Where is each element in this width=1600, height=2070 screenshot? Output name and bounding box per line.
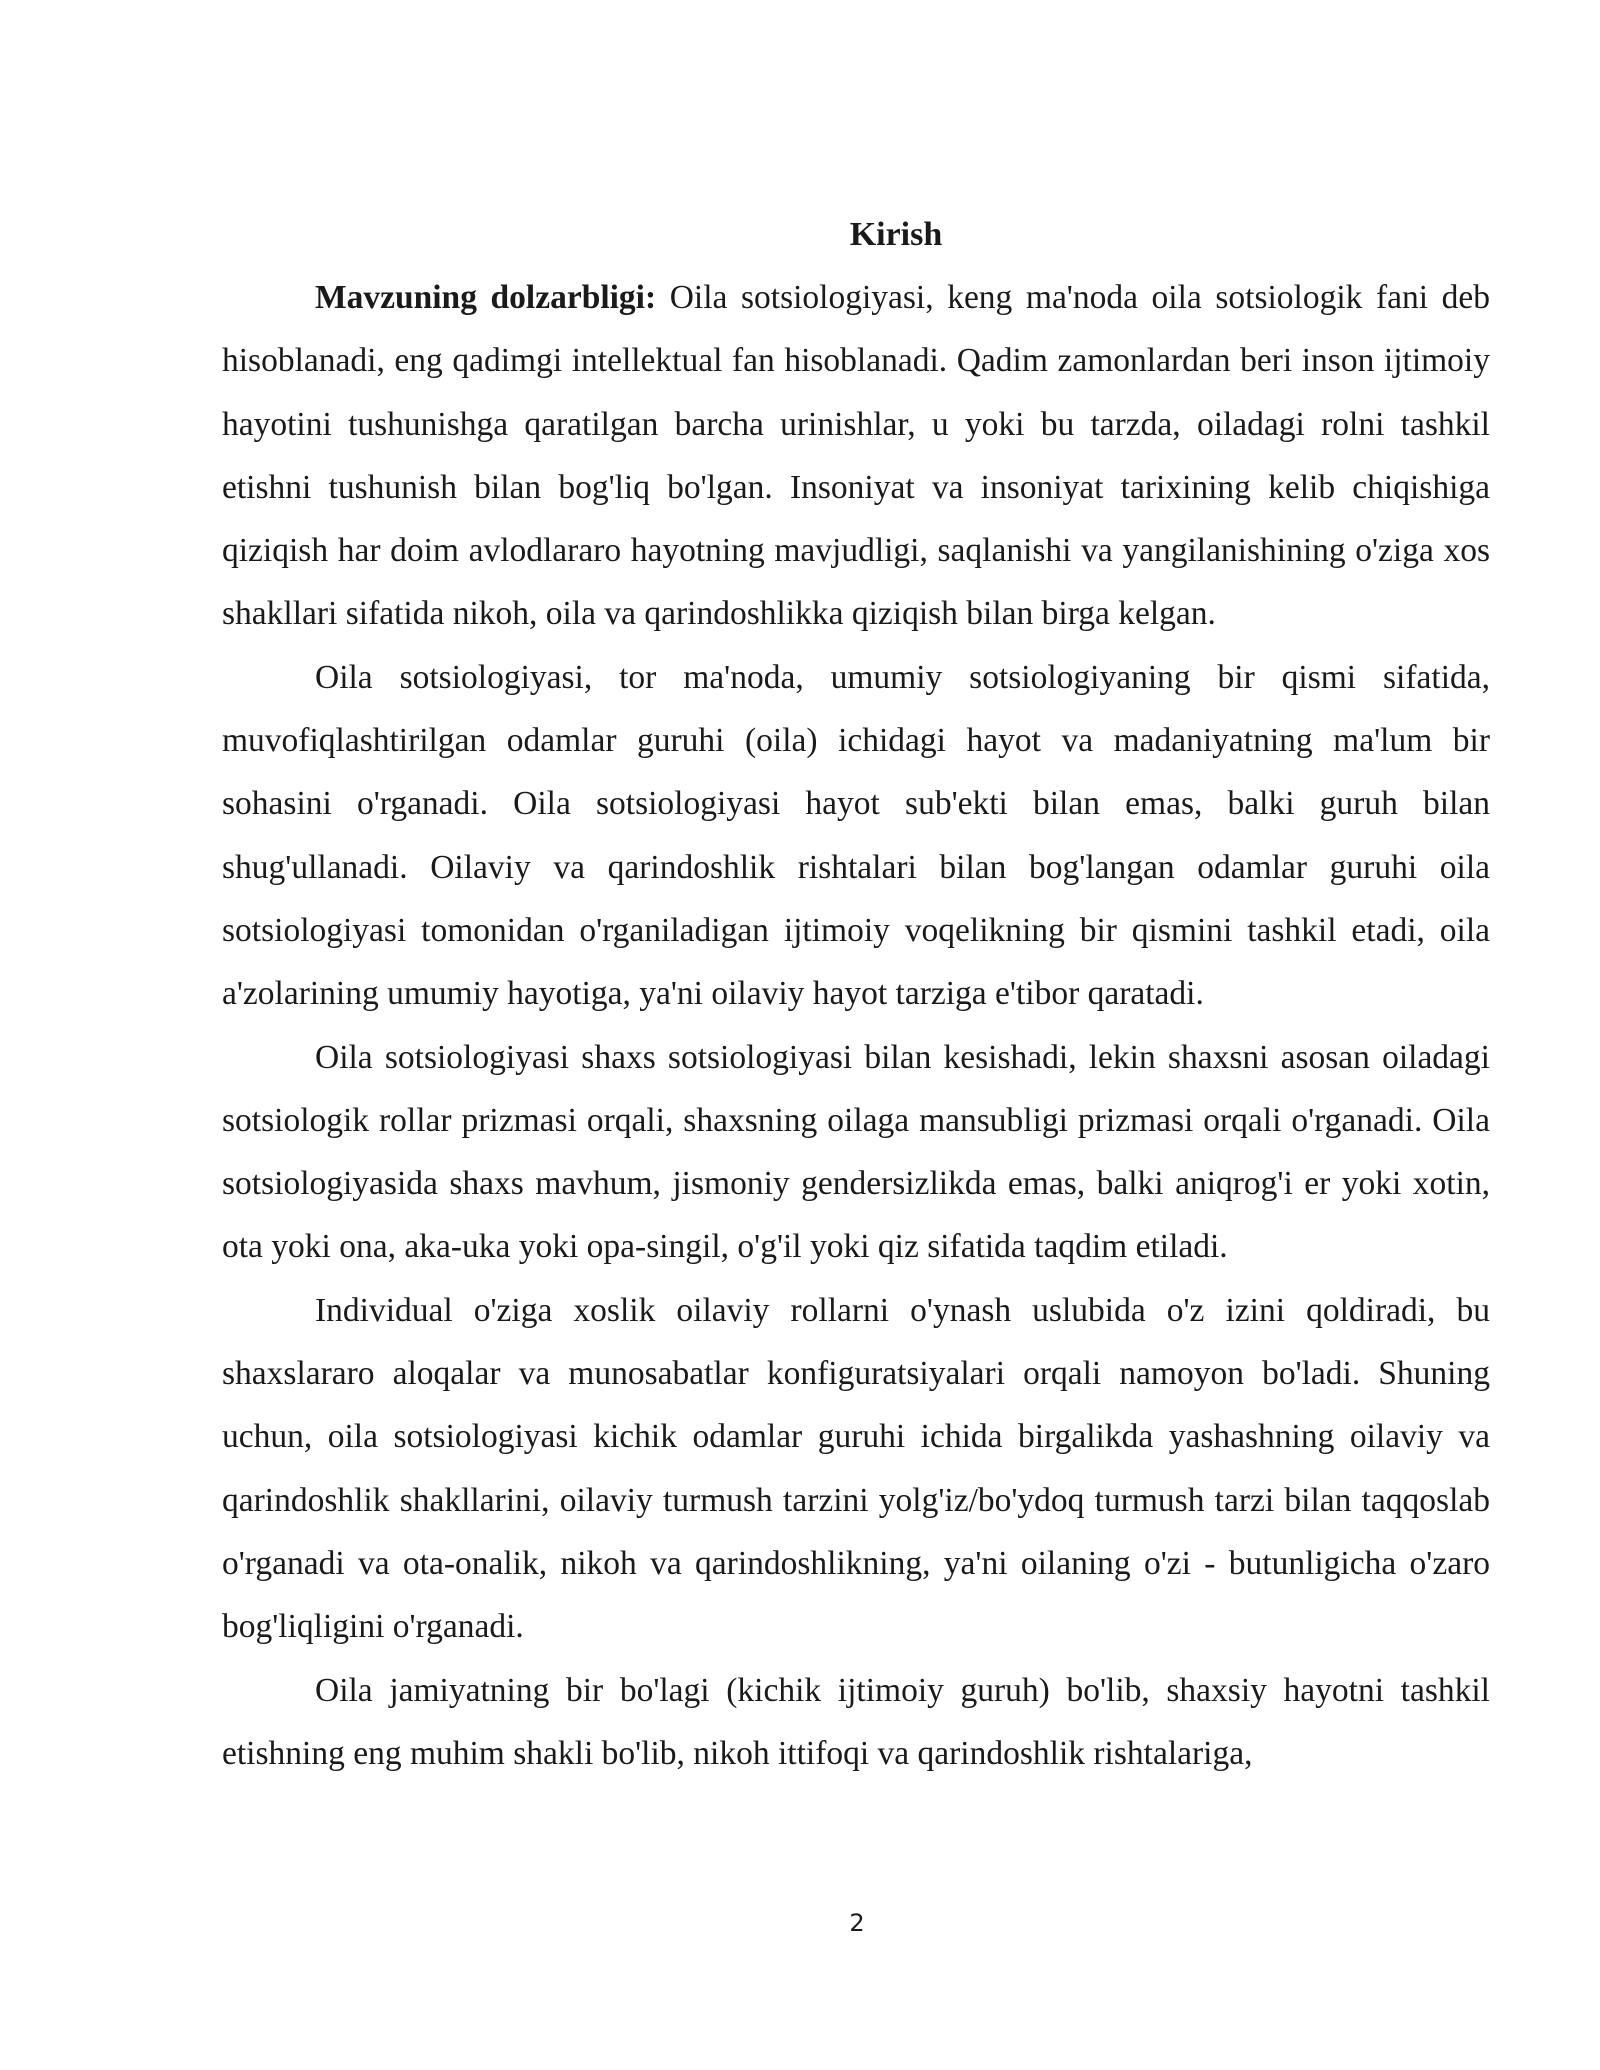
paragraph-lead: Mavzuning dolzarbligi: (315, 279, 657, 316)
page-number: 2 (849, 1909, 865, 1937)
paragraph-relevance (222, 266, 1490, 646)
paragraph: Oila sotsiologiyasi, tor ma'noda, umumiy sotsiologiyaning bir qismi sifatida, muvofiqlashtirilgan odamlar guruhi (oila) ichidagi hayot va madaniyatning ma'lum bir sohasini o'rganadi. Oila sotsiologiyasi hayot sub'ekti bilan emas, balki guruh bilan shug'ullanadi. Oilaviy va qarindoshlik rishtalari bilan bog'langan odamlar guruhi oila sotsiologiyasi tomonidan o'rganiladigan ijtimoiy voqelikning bir qismini tashkil etadi, oila a'zolarining umumiy hayotiga, ya'ni oilaviy hayot tarziga e'tibor qaratadi. (222, 658, 1490, 1013)
paragraph: Oila sotsiologiyasi shaxs sotsiologiyasi bilan kesishadi, lekin shaxsni asosan oiladagi sotsiologik rollar prizmasi orqali, shaxsning oilaga mansubligi prizmasi orqali o'rganadi. Oila sotsiologiyasida shaxs mavhum, jismoniy gendersizlikda emas, balki aniqrog'i er yoki xotin, ota yoki ona, aka-uka yoki opa-singil, o'g'il yoki qiz sifatida taqdim etiladi. (222, 1038, 1490, 1266)
paragraph: Oila jamiyatning bir bo'lagi (kichik ijtimoiy guruh) bo'lib, shaxsiy hayotni tashkil etishning eng muhim shakli bo'lib, nikoh ittifoqi va qarindoshlik rishtalariga, (222, 1671, 1490, 1772)
paragraph: Individual o'ziga xoslik oilaviy rollarni o'ynash uslubida o'z izini qoldiradi, bu shaxslararo aloqalar va munosabatlar konfiguratsiyalari orqali namoyon bo'ladi. Shuning uchun, oila sotsiologiyasi kichik odamlar guruhi ichida birgalikda yashashning oilaviy va qarindoshlik shakllarini, oilaviy turmush tarzini yolg'iz/bo'ydoq turmush tarzi bilan taqqoslab o'rganadi va ota-onalik, nikoh va qarindoshlikning, ya'ni oilaning o'zi - butunligicha o'zaro bog'liqligini o'rganadi. (222, 1291, 1490, 1646)
page-body (222, 204, 1490, 1785)
section-title: Kirish (849, 216, 943, 253)
paragraph-text: Oila sotsiologiyasi, keng ma'noda oila sotsiologik fani deb hisoblanadi, eng qadimgi intellektual fan hisoblanadi. Qadim zamonlardan beri inson ijtimoiy hayotini tushunishga qaratilgan barcha urinishlar, u yoki bu tarzda, oiladagi rolni tashkil etishni tushunish bilan bog'liq bo'lgan. Insoniyat va insoniyat tarixining kelib chiqishiga qiziqish har doim avlodlararo hayotning mavjudligi, saqlanishi va yangilanishining o'ziga xos shakllari sifatida nikoh, oila va qarindoshlikka qiziqish bilan birga kelgan. (222, 279, 1490, 633)
